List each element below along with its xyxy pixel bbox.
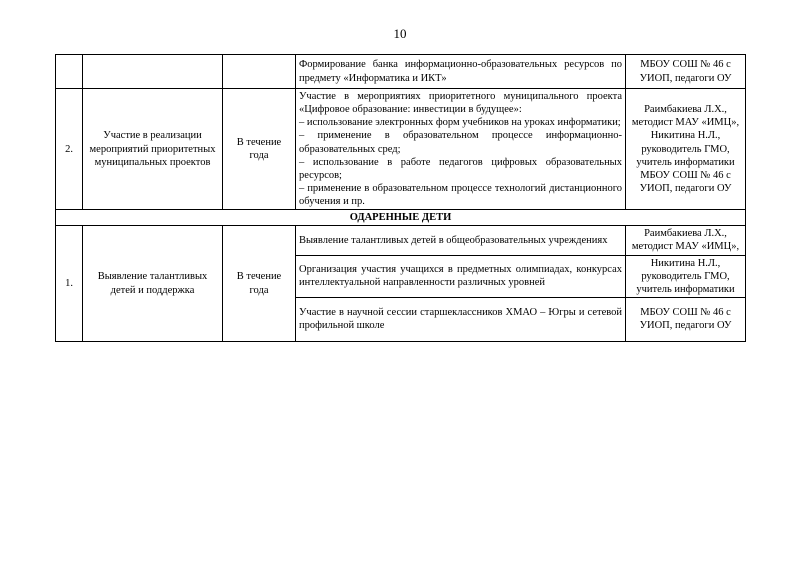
content-item: – использование в работе педагогов цифровых образовательных ресурсов;: [299, 156, 622, 181]
row-number-cell: 1.: [56, 226, 83, 342]
content-item: – применение в образовательном процессе технологий дистанционного обучения и пр.: [299, 182, 622, 207]
activity-cell: Участие в реализации мероприятий приоритетных муниципальных проектов: [83, 89, 223, 210]
content-cell: Организация участия учащихся в предметных олимпиадах, конкурсах интеллектуальной направленности различных уровней: [296, 255, 626, 297]
period-cell: В течение года: [223, 89, 296, 210]
content-item: – применение в образовательном процессе информационно-образовательных сред;: [299, 130, 622, 155]
responsible-cell: МБОУ СОШ № 46 с УИОП, педагоги ОУ: [626, 297, 746, 341]
period-cell: [223, 55, 296, 89]
row-number-cell: 2.: [56, 89, 83, 210]
content-cell: Формирование банка информационно-образовательных ресурсов по предмету «Информатика и ИКТ»: [296, 55, 626, 89]
activity-cell: [83, 55, 223, 89]
section-header: ОДАРЕННЫЕ ДЕТИ: [56, 210, 746, 226]
table-row-2: [56, 89, 746, 210]
responsible-cell: МБОУ СОШ № 46 с УИОП, педагоги ОУ: [626, 55, 746, 89]
content-cell: Участие в научной сессии старшеклассников ХМАО – Югры и сетевой профильной школе: [296, 297, 626, 341]
period-cell: В течение года: [223, 226, 296, 342]
responsible-cell: Раимбакиева Л.Х., методист МАУ «ИМЦ», Никитина Н.Л., руководитель ГМО, учитель информатики МБОУ СОШ № 46 с УИОП, педагоги ОУ: [626, 89, 746, 210]
content-item: – использование электронных форм учебников на уроках информатики;: [299, 117, 621, 129]
content-intro: Участие в мероприятиях приоритетного муниципального проекта «Цифровое образование: инвестиции в будущее»:: [299, 91, 622, 116]
work-plan-table: [55, 54, 746, 342]
responsible-cell: Раимбакиева Л.Х., методист МАУ «ИМЦ»,: [626, 226, 746, 255]
content-cell: [296, 89, 626, 210]
section-header-row: [56, 210, 746, 226]
activity-cell: Выявление талантливых детей и поддержка: [83, 226, 223, 342]
page-number: 10: [393, 26, 407, 41]
content-cell: Выявление талантливых детей в общеобразовательных учреждениях: [296, 226, 626, 255]
table-row-1-sub-1: [56, 226, 746, 255]
responsible-cell: Никитина Н.Л., руководитель ГМО, учитель информатики: [626, 255, 746, 297]
row-number-cell: [56, 55, 83, 89]
table-row-continuation: [56, 55, 746, 89]
